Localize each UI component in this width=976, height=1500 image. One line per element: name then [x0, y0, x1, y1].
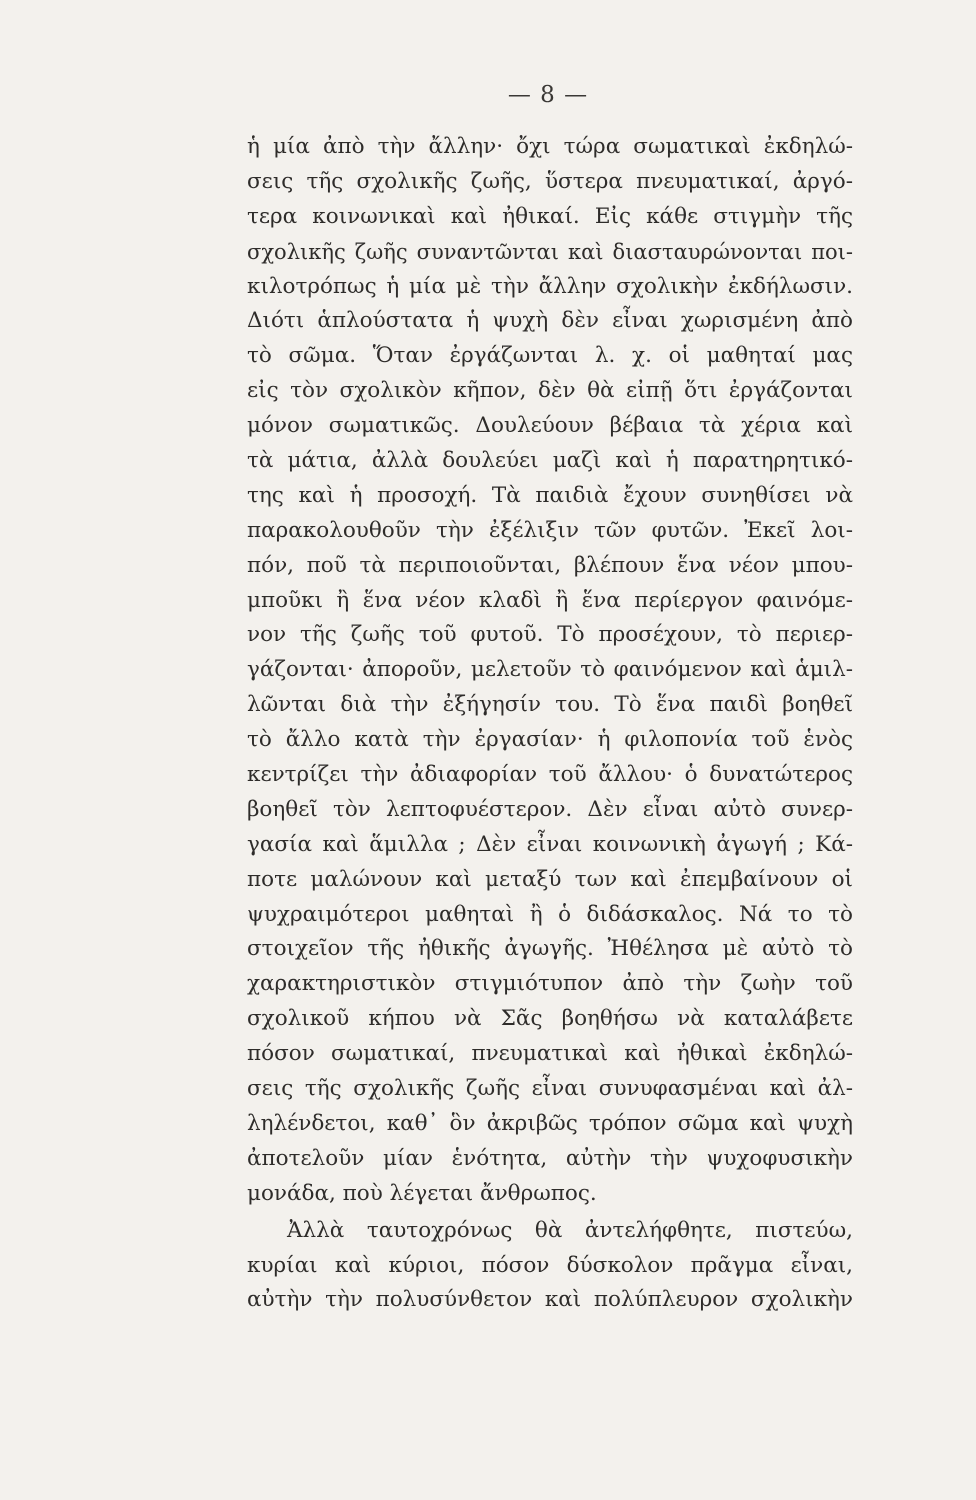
text-line: μόνον σωματικῶς. Δουλεύουν βέβαια τὰ χέρια καὶ [247, 413, 853, 439]
text-line: γασία καὶ ἅμιλλα ; Δὲν εἶναι κοινωνικὴ ἀγωγή ; Κά- [247, 831, 853, 857]
text-line: αὐτὴν τὴν πολυσύνθετον καὶ πολύπλευρον σχολικὴν [247, 1287, 853, 1313]
text-line: γάζονται· ἀποροῦν, μελετοῦν τὸ φαινόμενον καὶ ἁμιλ- [247, 657, 853, 683]
text-line: ψυχραιμότεροι μαθηταὶ ἢ ὁ διδάσκαλος. Νά το τὸ [247, 901, 853, 927]
text-line: σεις τῆς σχολικῆς ζωῆς, ὕστερα πνευματικαί, ἀργό- [247, 168, 853, 194]
text-line: βοηθεῖ τὸν λεπτοφυέστερον. Δὲν εἶναι αὐτὸ συνερ- [247, 796, 853, 822]
text-line: τερα κοινωνικαὶ καὶ ἠθικαί. Εἰς κάθε στιγμὴν τῆς [247, 203, 853, 229]
text-line: λῶνται διὰ τὴν ἐξήγησίν του. Τὸ ἕνα παιδὶ βοηθεῖ [247, 692, 853, 718]
body-text [247, 130, 853, 1318]
text-line: τὸ ἄλλο κατὰ τὴν ἐργασίαν· ἡ φιλοπονία τοῦ ἑνὸς [247, 727, 853, 753]
text-line: σχολικῆς ζωῆς συναντῶνται καὶ διασταυρώνονται ποι- [247, 239, 853, 264]
text-line: ἡ μία ἀπὸ τὴν ἄλλην· ὄχι τώρα σωματικαὶ ἐκδηλώ- [247, 134, 853, 159]
page-number: — 8 — [507, 82, 589, 108]
text-line: τὰ μάτια, ἀλλὰ δουλεύει μαζὶ καὶ ἡ παρατηρητικό- [247, 448, 853, 474]
text-line: κυρίαι καὶ κύριοι, πόσον δύσκολον πρᾶγμα εἶναι, [247, 1252, 853, 1278]
text-line: μονάδα, ποὺ λέγεται ἄνθρωπος. [247, 1180, 597, 1206]
text-line: ἀποτελοῦν μίαν ἑνότητα, αὐτὴν τὴν ψυχοφυσικὴν [247, 1145, 853, 1171]
text-line: Ἀλλὰ ταυτοχρόνως θὰ ἀντελήφθητε, πιστεύω, [287, 1217, 853, 1243]
paragraph-1 [247, 130, 853, 1212]
text-line: ληλένδετοι, καθ᾽ ὃν ἀκριβῶς τρόπον σῶμα καὶ ψυχὴ [247, 1110, 853, 1136]
text-line: χαρακτηριστικὸν στιγμιότυπον ἀπὸ τὴν ζωὴν τοῦ [247, 971, 853, 997]
text-line: της καὶ ἡ προσοχή. Τὰ παιδιὰ ἔχουν συνηθίσει νὰ [247, 482, 853, 508]
text-line: ποτε μαλώνουν καὶ μεταξύ των καὶ ἐπεμβαίνουν οἱ [247, 866, 853, 892]
text-line: πόσον σωματικαί, πνευματικαὶ καὶ ἠθικαὶ ἐκδηλώ- [247, 1041, 853, 1067]
text-line: πόν, ποῦ τὰ περιποιοῦνται, βλέπουν ἕνα νέον μπου- [247, 552, 853, 578]
text-line: κιλοτρόπως ἡ μία μὲ τὴν ἄλλην σχολικὴν ἐκδήλωσιν. [247, 273, 853, 299]
text-line: παρακολουθοῦν τὴν ἐξέλιξιν τῶν φυτῶν. Ἐκεῖ λοι- [247, 517, 853, 543]
text-line: κεντρίζει τὴν ἀδιαφορίαν τοῦ ἄλλου· ὁ δυνατώτερος [247, 762, 853, 788]
text-line: στοιχεῖον τῆς ἠθικῆς ἀγωγῆς. Ἠθέλησα μὲ αὐτὸ τὸ [247, 936, 853, 962]
text-line: τὸ σῶμα. Ὅταν ἐργάζωνται λ. χ. οἱ μαθηταί μας [247, 343, 853, 369]
text-line: Διότι ἁπλούστατα ἡ ψυχὴ δὲν εἶναι χωρισμένη ἀπὸ [247, 308, 853, 334]
text-line: μποῦκι ἢ ἕνα νέον κλαδὶ ἢ ἕνα περίεργον φαινόμε- [247, 587, 853, 613]
text-line: σεις τῆς σχολικῆς ζωῆς εἶναι συνυφασμέναι καὶ ἀλ- [247, 1076, 853, 1102]
text-line: εἰς τὸν σχολικὸν κῆπον, δὲν θὰ εἰπῇ ὅτι ἐργάζονται [247, 378, 853, 404]
text-line: σχολικοῦ κήπου νὰ Σᾶς βοηθήσω νὰ καταλάβετε [247, 1006, 853, 1032]
text-line: νον τῆς ζωῆς τοῦ φυτοῦ. Τὸ προσέχουν, τὸ περιερ- [247, 622, 853, 648]
paragraph-2 [247, 1214, 853, 1319]
